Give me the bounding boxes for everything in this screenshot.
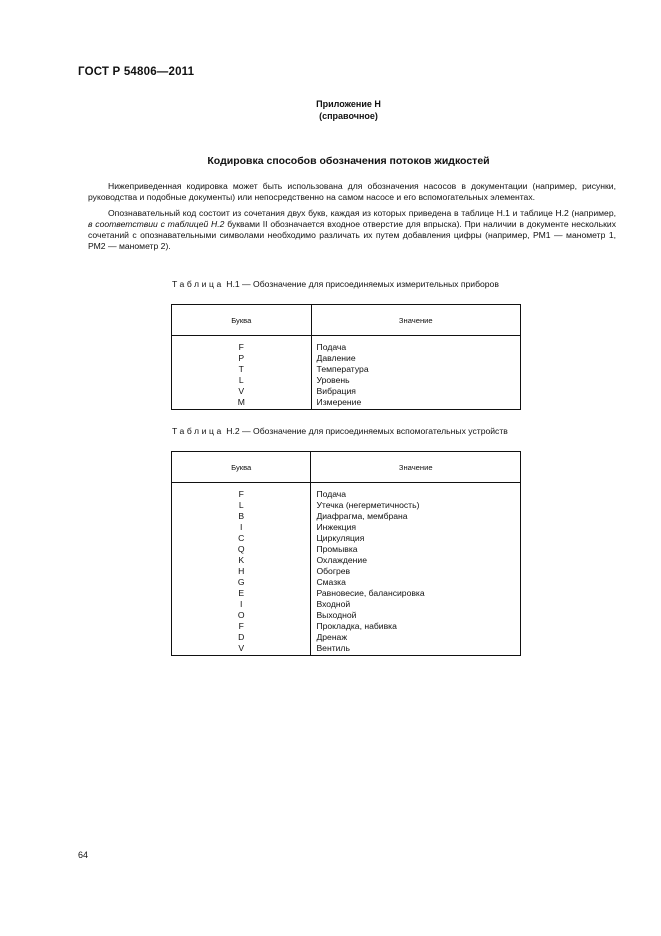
table1 — [171, 304, 521, 410]
table-cell-letter: V — [238, 386, 245, 396]
table-cell-letter: F — [238, 621, 244, 631]
table-cell-letter: G — [237, 577, 245, 587]
table2-body-row — [172, 483, 521, 656]
page-number: 64 — [78, 850, 89, 860]
table2 — [171, 451, 521, 656]
paragraph-2-part-2: буквами II обозначается входное отверстие для впрыска). При наличии в документе нескольких сочетаний с опознавательными символами необходимо различать их путем добавления цифры (например, РМ1 — манометр 1, РМ2 — манометр 2). — [88, 218, 616, 252]
section-heading: Кодировка способов обозначения потоков жидкостей — [207, 155, 490, 167]
table-cell-meaning: Вентиль — [316, 643, 350, 653]
table-cell-letter: T — [238, 364, 244, 374]
table-cell-letter: O — [237, 610, 245, 620]
table-cell-meaning: Подача — [316, 489, 347, 499]
table1-meanings-cell — [311, 336, 520, 410]
table-cell-meaning: Выходной — [316, 610, 357, 620]
table-cell-letter: F — [238, 342, 244, 352]
standard-number: ГОСТ Р 54806—2011 — [78, 66, 195, 78]
paragraph-2 — [88, 208, 616, 253]
table-cell-meaning: Вибрация — [316, 386, 356, 396]
table-cell-meaning: Равновесие, балансировка — [316, 588, 425, 598]
paragraph-1: Нижеприведенная кодировка может быть использована для обозначения насосов в документации (например, рисунки, руководства и подобные документы) или непосредственно на самом насосе и его вспомогательных элементах. — [88, 181, 616, 203]
table1-letters-cell — [172, 336, 312, 410]
table-cell-letter: F — [238, 489, 244, 499]
table-cell-letter: L — [238, 500, 244, 510]
table-cell-letter: I — [240, 522, 243, 532]
table2-meanings-cell — [311, 483, 521, 656]
table-cell-letter: C — [238, 533, 245, 543]
table1-header-letter: Буква — [172, 305, 312, 336]
table2-caption — [172, 426, 522, 437]
appendix-title: Приложение Н — [316, 99, 381, 109]
table-cell-meaning: Промывка — [316, 544, 358, 554]
table1-caption-text: Н.1 — Обозначение для присоединяемых измерительных приборов — [226, 279, 499, 289]
paragraph-2-part-1: Опознавательный код состоит из сочетания двух букв, каждая из которых приведена в таблице Н.1 и таблице Н.2 (например, — [108, 207, 616, 218]
table-cell-meaning: Температура — [316, 364, 369, 374]
table1-caption-prefix: Таблица — [172, 279, 224, 289]
table-cell-meaning: Прокладка, набивка — [316, 621, 397, 631]
table1-caption — [172, 279, 522, 290]
table-cell-letter: H — [238, 566, 245, 576]
table-cell-letter: P — [238, 353, 245, 363]
body-text — [88, 181, 616, 257]
table-cell-meaning: Охлаждение — [316, 555, 367, 565]
table-cell-letter: Q — [237, 544, 245, 554]
table-cell-meaning: Утечка (негерметичность) — [316, 500, 420, 510]
paragraph-2-italic: в соответствии с таблицей Н.2 — [88, 218, 225, 229]
table1-body-row — [172, 336, 521, 410]
table-cell-meaning: Дренаж — [316, 632, 348, 642]
table2-header-meaning: Значение — [311, 452, 521, 483]
table-cell-meaning: Смазка — [316, 577, 346, 587]
table-cell-meaning: Инжекция — [316, 522, 357, 532]
table-cell-meaning: Давление — [316, 353, 356, 363]
table-cell-letter: D — [238, 632, 245, 642]
table-cell-letter: V — [238, 643, 245, 653]
table-cell-letter: M — [237, 397, 245, 407]
table2-header-row — [172, 452, 521, 483]
table-cell-letter: B — [238, 511, 245, 521]
table-cell-letter: K — [238, 555, 245, 565]
table-cell-letter: E — [238, 588, 245, 598]
table-cell-meaning: Измерение — [316, 397, 362, 407]
table-cell-meaning: Диафрагма, мембрана — [316, 511, 408, 521]
table-cell-letter: L — [238, 375, 244, 385]
table2-caption-text: Н.2 — Обозначение для присоединяемых вспомогательных устройств — [226, 426, 508, 436]
appendix-block — [0, 98, 661, 122]
table-cell-meaning: Циркуляция — [316, 533, 365, 543]
table2-header-letter: Буква — [172, 452, 311, 483]
table-cell-meaning: Обогрев — [316, 566, 351, 576]
table1-header-row — [172, 305, 521, 336]
table-cell-meaning: Уровень — [316, 375, 350, 385]
appendix-subtitle: (справочное) — [319, 111, 378, 121]
table-cell-letter: I — [240, 599, 243, 609]
table1-header-meaning: Значение — [311, 305, 520, 336]
table2-letters-cell — [172, 483, 311, 656]
table2-caption-prefix: Таблица — [172, 426, 224, 436]
table-cell-meaning: Подача — [316, 342, 347, 352]
table-cell-meaning: Входной — [316, 599, 351, 609]
